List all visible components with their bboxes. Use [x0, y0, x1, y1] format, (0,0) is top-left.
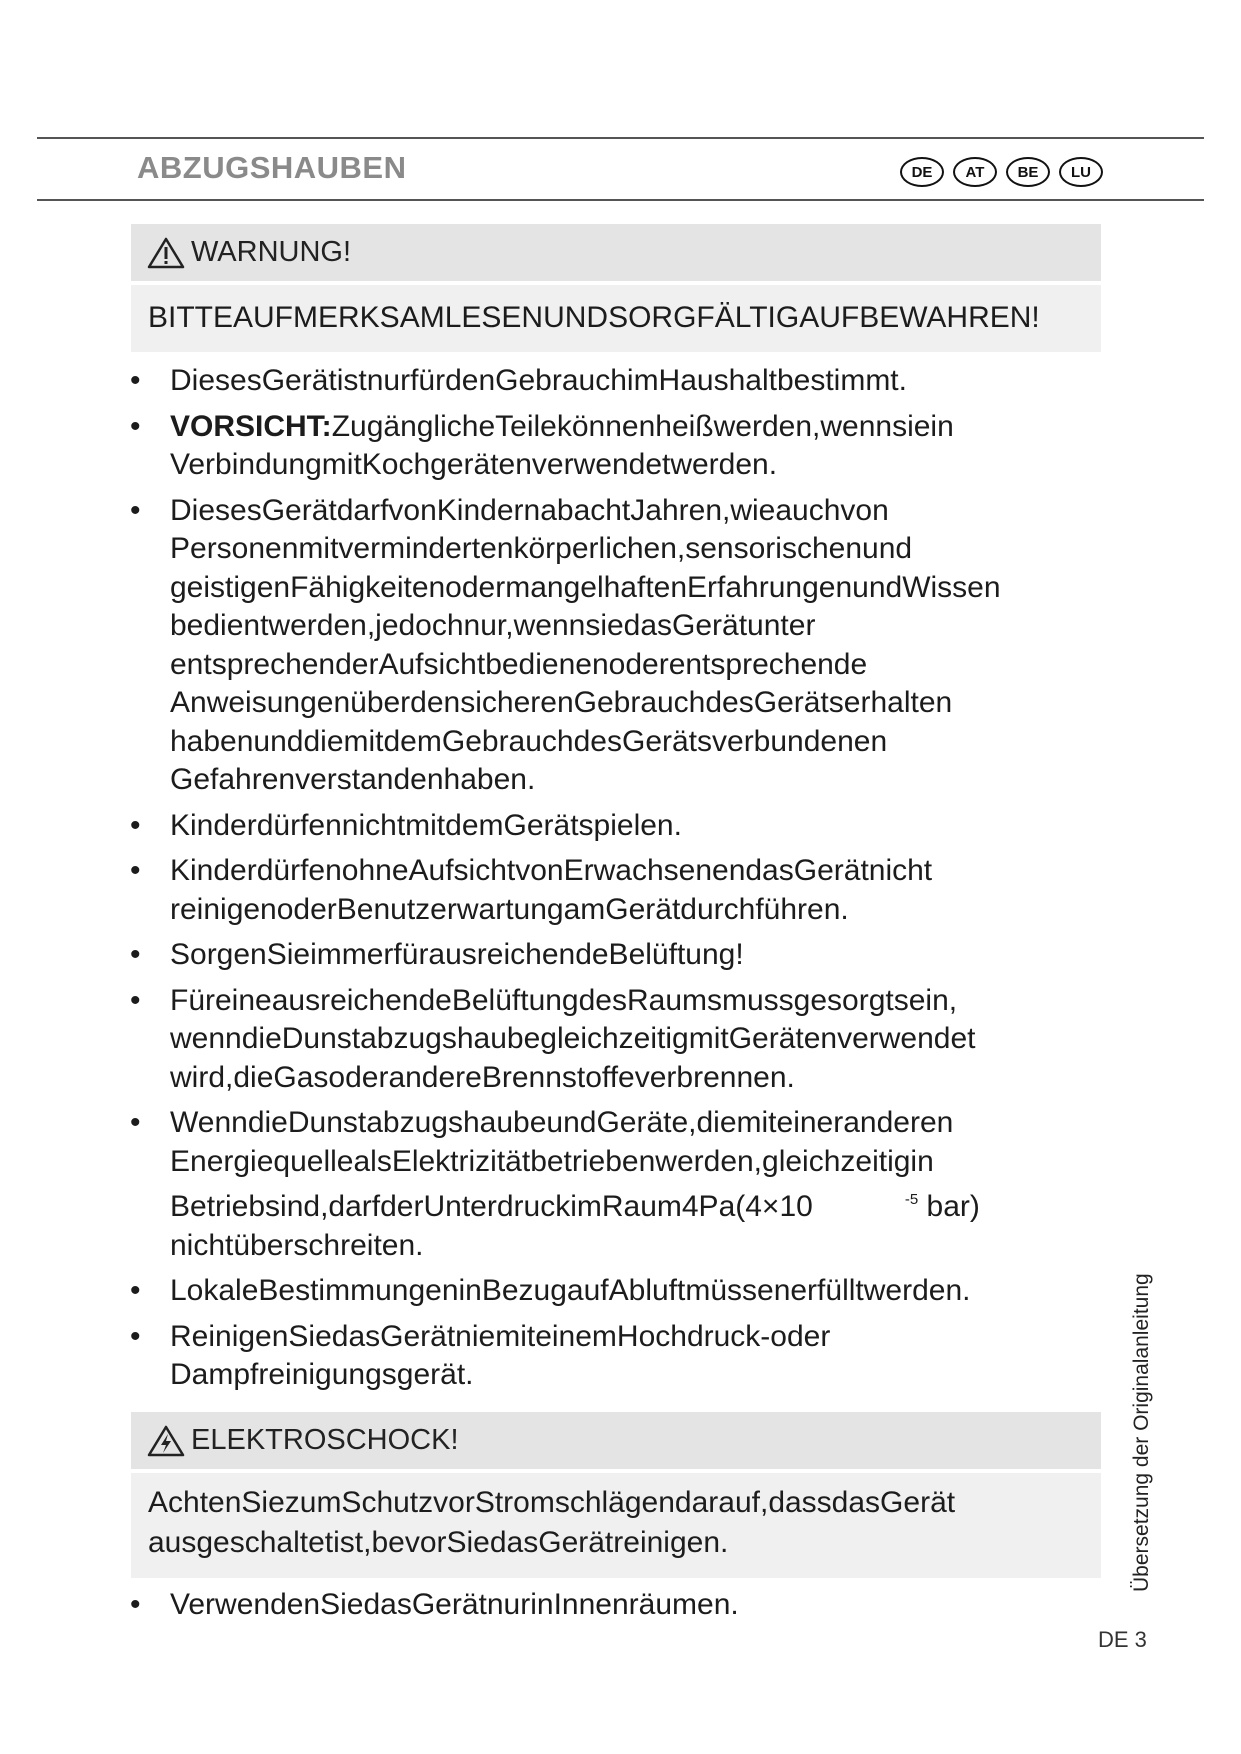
warning-title: WARNUNG!	[191, 236, 352, 268]
caution-label: VORSICHT:	[170, 409, 332, 443]
country-badge-be: BE	[1006, 157, 1050, 187]
country-badge-de: DE	[900, 157, 944, 187]
electroshock-box-header	[131, 1412, 1101, 1469]
country-badge-lu: LU	[1059, 157, 1103, 187]
list-item: • FüreineausreichendeBelüftungdesRaumsmussgesorgtsein, wenndieDunstabzugshaubegleichzeitigmitGerätenverwendet wird,dieGasoderandereBrennstoffeverbrennen.	[130, 983, 976, 1094]
list-item: • DiesesGerätistnurfürdenGebrauchimHaushaltbestimmt.	[130, 364, 907, 397]
warning-text: BITTEAUFMERKSAMLESENUNDSORGFÄLTIGAUFBEWAHREN!	[131, 285, 1101, 352]
list-item: • LokaleBestimmungeninBezugaufAbluftmüssenerfülltwerden.	[130, 1274, 971, 1307]
page-number: DE 3	[1098, 1627, 1147, 1652]
list-item: • KinderdürfenohneAufsichtvonErwachsenendasGerätnicht reinigenoderBenutzerwartungamGerätdurchführen.	[130, 854, 933, 926]
side-caption: Übersetzung der Originalanleitung	[1130, 1273, 1153, 1592]
country-badges	[900, 157, 1103, 187]
safety-bullet-list	[130, 362, 1090, 1402]
electroshock-box	[131, 1412, 1101, 1578]
list-item: • DiesesGerätdarfvonKindernabachtJahren,wieauchvon Personenmitvermindertenkörperlichen,sensorischenund geistigenFähigkeitenodermangelhaftenErfahrungenundWissen bedientwerden,jedochnur,wennsiedasGerätunter entsprechenderAufsichtbedienenoderentsprechende AnweisungenüberdensicherenGebrauchdesGerätserhalten habenunddiemitdemGebrauchdesGerätsverbundenen Gefahrenverstandenhaben.	[130, 493, 1001, 796]
bottom-rule	[37, 199, 1204, 201]
electric-hazard-icon	[147, 1425, 185, 1457]
list-item: • VerwendenSiedasGerätnurinInnenräumen.	[130, 1588, 739, 1621]
warning-box	[131, 224, 1101, 352]
list-item: • KinderdürfennichtmitdemGerätspielen.	[130, 808, 682, 842]
list-item: • VORSICHT:ZugänglicheTeilekönnenheißwerden,wennsiein VerbindungmitKochgerätenverwendetwerden.	[130, 409, 954, 481]
list-item: • SorgenSieimmerfürausreichendeBelüftung!	[130, 938, 744, 971]
warning-box-header	[131, 224, 1101, 281]
safety-bullet-list-2	[130, 1586, 1090, 1632]
list-item: • WenndieDunstabzugshaubeundGeräte,diemiteineranderen EnergiequellealsElektrizitätbetriebenwerden,gleichzeitigin Betriebsind,darfderUnterdruckimRaum4Pa(4×10 $^{-5}$ bar) nichtüberschreiten.	[130, 1106, 980, 1262]
exponent: -5	[904, 1191, 919, 1208]
top-rule	[37, 137, 1204, 139]
page-title: ABZUGSHAUBEN	[137, 150, 407, 185]
country-badge-at: AT	[953, 157, 997, 187]
warning-triangle-icon	[147, 237, 185, 269]
electroshock-text: AchtenSiezumSchutzvorStromschlägendarauf,dassdasGerät ausgeschaltetist,bevorSiedasGerätreinigen.	[131, 1473, 1101, 1578]
list-item: • ReinigenSiedasGerätniemiteinemHochdruck-oder Dampfreinigungsgerät.	[130, 1319, 831, 1391]
electroshock-title: ELEKTROSCHOCK!	[191, 1424, 459, 1456]
